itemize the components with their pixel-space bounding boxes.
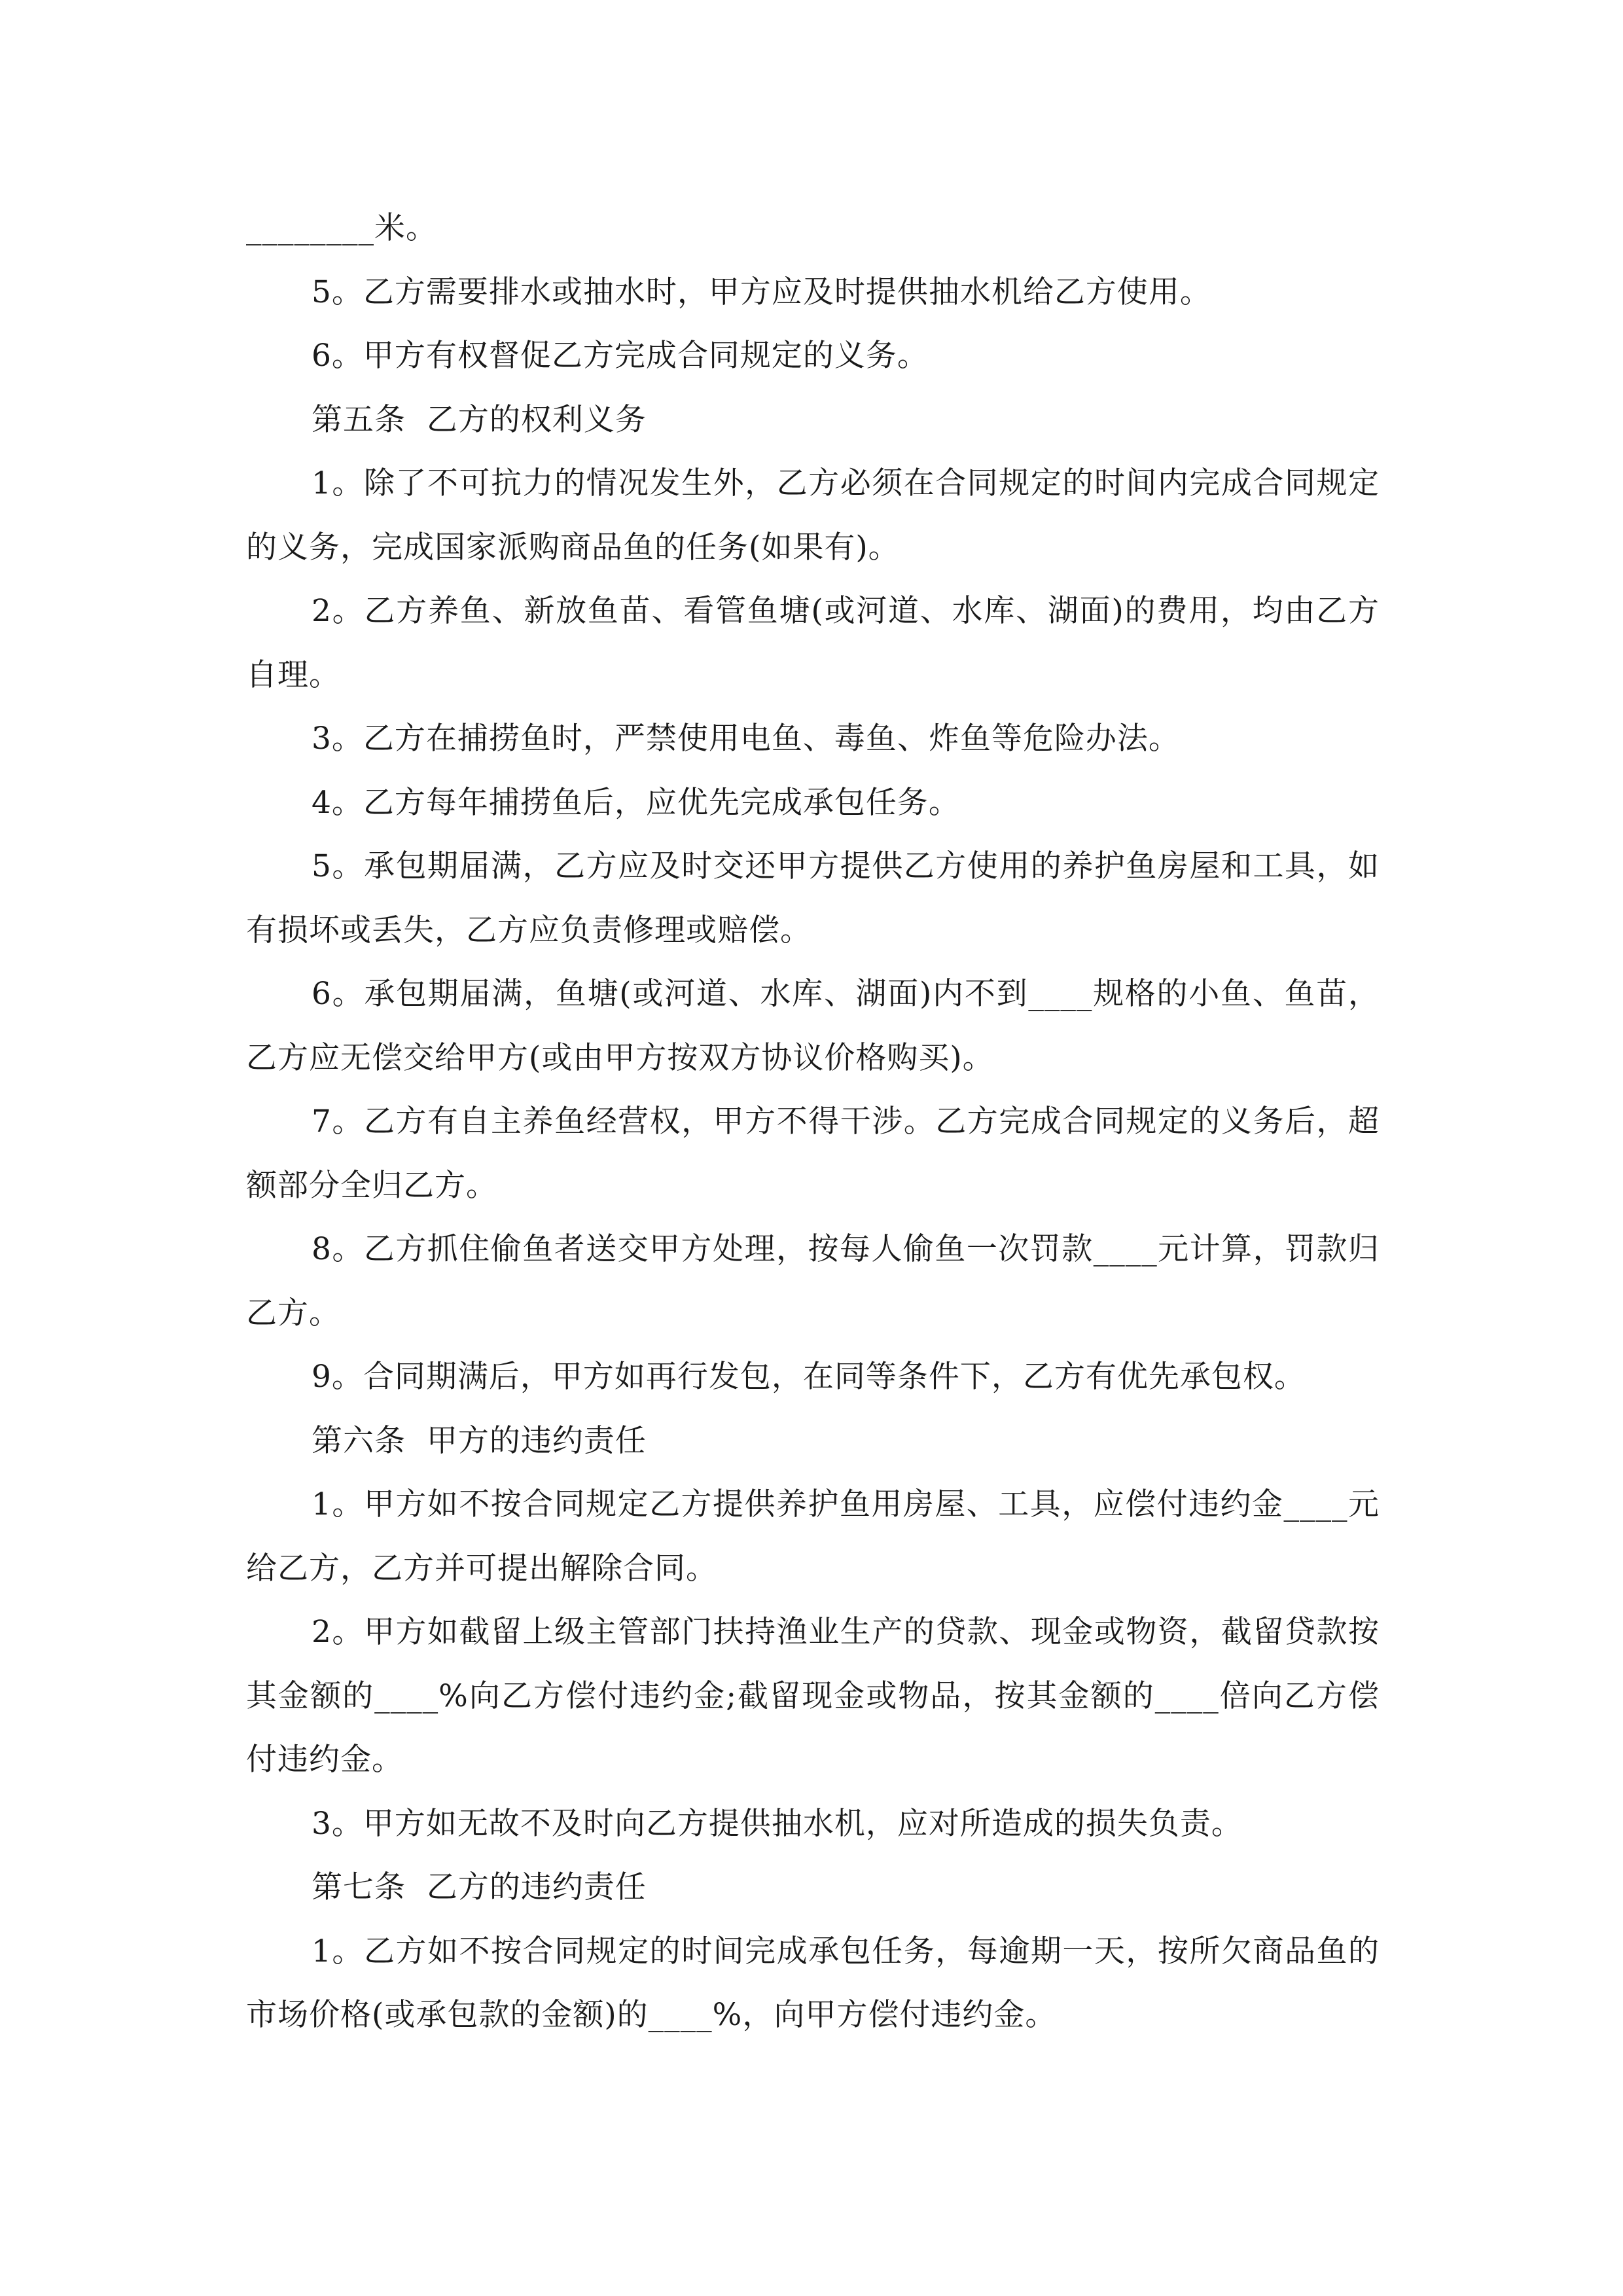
paragraph-6: 2。乙方养鱼、新放鱼苗、看管鱼塘(或河道、水库、湖面)的费用，均由乙方自理。 [246, 593, 1380, 693]
paragraph-1: ________米。 [246, 210, 437, 246]
paragraph-17: 3。甲方如无故不及时向乙方提供抽水机，应对所造成的损失负责。 [312, 1805, 1243, 1842]
paragraph-12: 8。乙方抓住偷鱼者送交甲方处理，按每人偷鱼一次罚款____元计算，罚款归乙方。 [246, 1231, 1380, 1331]
paragraph-19: 1。乙方如不按合同规定的时间完成承包任务，每逾期一天，按所欠商品鱼的市场价格(或承包款的金额)的____%，向甲方偿付违约金。 [246, 1933, 1380, 2033]
paragraph-15: 1。甲方如不按合同规定乙方提供养护鱼用房屋、工具，应偿付违约金____元给乙方，乙方并可提出解除合同。 [246, 1486, 1380, 1587]
paragraph-7: 3。乙方在捕捞鱼时，严禁使用电鱼、毒鱼、炸鱼等危险办法。 [312, 721, 1180, 757]
section-heading-6: 第六条 甲方的违约责任 [312, 1422, 647, 1459]
paragraph-16: 2。甲方如截留上级主管部门扶持渔业生产的贷款、现金或物资，截留贷款按其金额的____%向乙方偿付违约金;截留现金或物品，按其金额的____倍向乙方偿付违约金。 [246, 1614, 1380, 1778]
paragraph-3: 6。甲方有权督促乙方完成合同规定的义务。 [312, 338, 929, 374]
section-heading-7: 第七条 乙方的违约责任 [312, 1869, 647, 1905]
paragraph-9: 5。承包期届满，乙方应及时交还甲方提供乙方使用的养护鱼房屋和工具，如有损坏或丢失，乙方应负责修理或赔偿。 [246, 848, 1380, 948]
paragraph-11: 7。乙方有自主养鱼经营权，甲方不得干涉。乙方完成合同规定的义务后，超额部分全归乙方。 [246, 1103, 1380, 1204]
paragraph-10: 6。承包期届满，鱼塘(或河道、水库、湖面)内不到____规格的小鱼、鱼苗，乙方应无偿交给甲方(或由甲方按双方协议价格购买)。 [246, 976, 1380, 1076]
paragraph-2: 5。乙方需要排水或抽水时，甲方应及时提供抽水机给乙方使用。 [312, 274, 1211, 310]
section-heading-5: 第五条 乙方的权利义务 [312, 401, 647, 438]
paragraph-5: 1。除了不可抗力的情况发生外，乙方必须在合同规定的时间内完成合同规定的义务，完成国家派购商品鱼的任务(如果有)。 [246, 465, 1380, 565]
paragraph-8: 4。乙方每年捕捞鱼后，应优先完成承包任务。 [312, 784, 960, 821]
document-body [246, 196, 1380, 2047]
paragraph-13: 9。合同期满后，甲方如再行发包，在同等条件下，乙方有优先承包权。 [312, 1359, 1306, 1395]
